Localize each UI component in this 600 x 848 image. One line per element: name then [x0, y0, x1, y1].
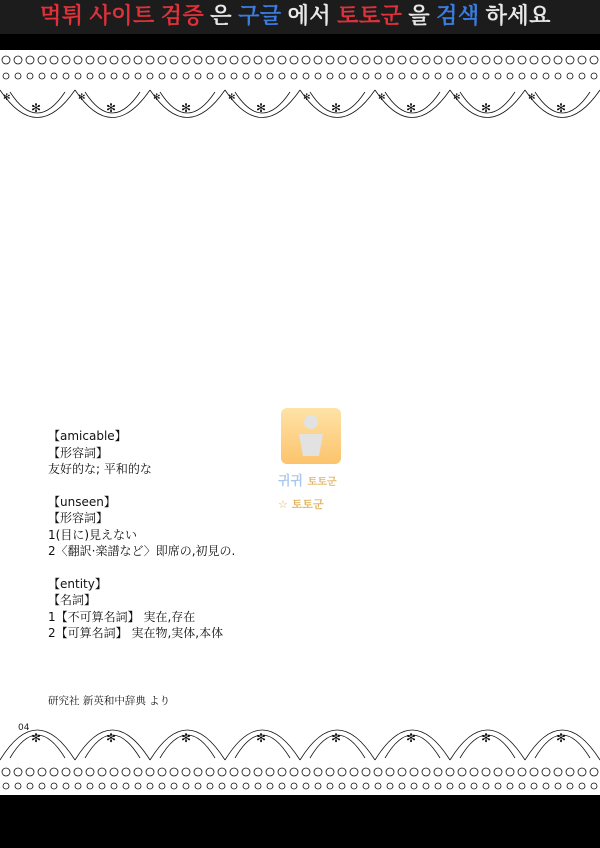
- svg-text:✻: ✻: [303, 93, 311, 103]
- svg-text:✻: ✻: [106, 731, 117, 745]
- entry-definition: 2【可算名詞】 実在物,実体,本体: [48, 626, 224, 640]
- svg-text:✻: ✻: [481, 101, 492, 115]
- svg-text:✻: ✻: [106, 101, 117, 115]
- banner-word: 은: [210, 4, 233, 29]
- banner-word: 구글: [238, 4, 282, 29]
- svg-text:✻: ✻: [481, 731, 492, 745]
- dictionary-entries: [48, 428, 428, 642]
- watermark-subtext: ☆ 토토군: [278, 498, 324, 511]
- entry-part-of-speech: 【名詞】: [48, 593, 97, 607]
- svg-text:✻: ✻: [181, 101, 192, 115]
- svg-text:✻: ✻: [528, 93, 536, 103]
- svg-text:✻: ✻: [406, 101, 417, 115]
- lace-border-top: [0, 50, 600, 140]
- banner-word: 하세요: [485, 4, 551, 29]
- banner-word: 검증: [160, 4, 205, 29]
- svg-text:✻: ✻: [31, 101, 42, 115]
- promo-banner: [0, 0, 600, 34]
- entry-definition: 1【不可算名詞】 実在,存在: [48, 609, 196, 624]
- svg-text:✻: ✻: [153, 93, 161, 103]
- entry-term: 【unseen】: [48, 494, 116, 509]
- entry-definition: 友好的な; 平和的な: [48, 462, 152, 476]
- source-credit: 研究社 新英和中辞典 より: [48, 695, 171, 707]
- watermark-text: 귀귀 토토군: [278, 474, 337, 489]
- banner-word: 에서: [287, 4, 332, 29]
- svg-text:✻: ✻: [181, 731, 192, 745]
- svg-text:✻: ✻: [406, 731, 417, 745]
- bottom-black-bar: [0, 795, 600, 848]
- svg-text:✻: ✻: [453, 93, 461, 103]
- banner-word: 을: [408, 4, 431, 29]
- banner-word: 토토군: [337, 4, 403, 29]
- lace-border-bottom: [0, 700, 600, 795]
- svg-text:✻: ✻: [378, 93, 386, 103]
- entry-part-of-speech: 【形容詞】: [48, 511, 109, 525]
- svg-text:✻: ✻: [331, 731, 342, 745]
- svg-text:✻: ✻: [256, 731, 267, 745]
- svg-text:✻: ✻: [228, 93, 236, 103]
- banner-word: 사이트: [89, 4, 155, 29]
- banner-word: 먹튀: [40, 4, 84, 29]
- svg-text:✻: ✻: [256, 101, 267, 115]
- banner-word: 검색: [436, 4, 480, 29]
- page-number: 04: [18, 723, 30, 733]
- entry-term: 【amicable】: [48, 429, 127, 443]
- entry-term: 【entity】: [48, 576, 107, 591]
- svg-text:✻: ✻: [556, 731, 567, 745]
- entry-definition: 2〈翻訳·楽譜など〉即席の,初見の.: [48, 544, 236, 558]
- svg-text:✻: ✻: [31, 731, 42, 745]
- entry-part-of-speech: 【形容詞】: [48, 445, 109, 460]
- entry-definition: 1(目に)見えない: [48, 527, 137, 542]
- svg-text:✻: ✻: [556, 101, 567, 115]
- svg-text:✻: ✻: [331, 101, 342, 115]
- svg-text:✻: ✻: [3, 93, 11, 103]
- svg-text:✻: ✻: [78, 93, 86, 103]
